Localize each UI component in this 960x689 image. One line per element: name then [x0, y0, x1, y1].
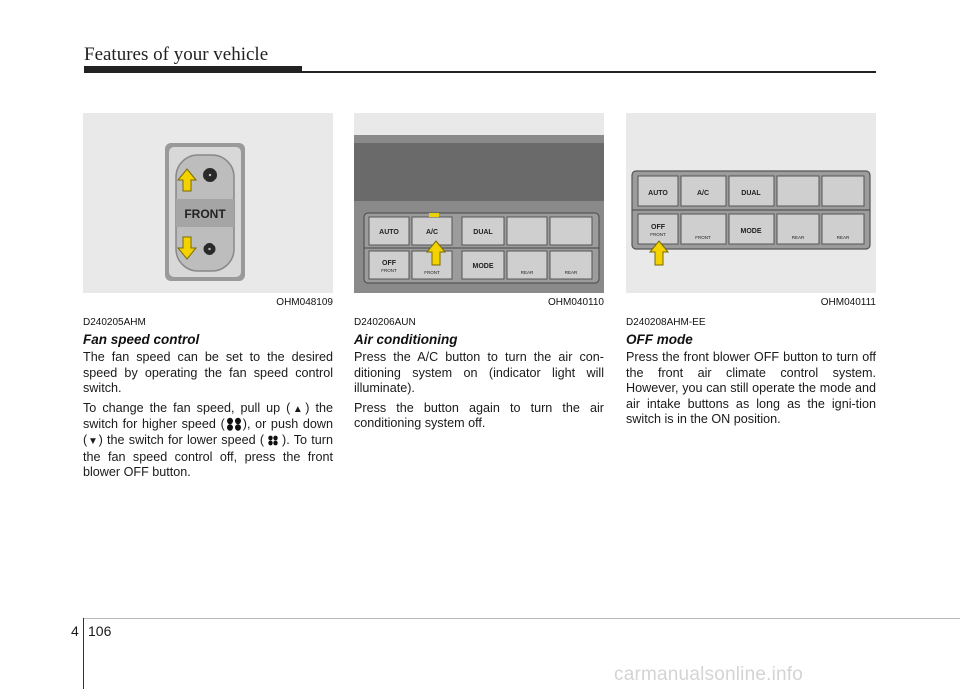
section-body: Press the front blower OFF button to turn off the front air climate control system. However, you can still operate the mode and air intake buttons as long as the igni-tion switch is in the ON position.	[626, 350, 876, 427]
rear-fan-sub: REAR	[836, 235, 850, 240]
up-triangle-icon: ▲	[290, 403, 306, 415]
section-air-conditioning	[354, 113, 604, 431]
section-body: The fan speed can be set to the desired speed by operating the fan speed control switch. To change the fan speed, pull up (▲) the switch for higher speed ( ), or push down (▼) the switch for lower speed ( ). To turn the fan speed control off, press the front blower OFF button.	[83, 350, 333, 480]
rear-defrost-sub: REAR	[520, 270, 534, 275]
dual-label: DUAL	[473, 229, 493, 236]
section-fan-speed	[83, 113, 333, 480]
fan-high-icon	[225, 417, 243, 431]
footer-divider	[83, 618, 84, 689]
section-body: Press the A/C button to turn the air con-ditioning system on (indicator light will illuminate). Press the button again to turn the air conditioning system off.	[354, 350, 604, 431]
section-title: Air conditioning	[354, 332, 458, 347]
section-code: D240205AHM	[83, 317, 146, 328]
section-title: Fan speed control	[83, 332, 200, 347]
defrost-front-sub: FRONT	[695, 235, 711, 240]
section-code: D240208AHM-EE	[626, 317, 706, 328]
watermark: carmanualsonline.info	[614, 664, 804, 685]
auto-label: AUTO	[379, 229, 399, 236]
ac-label: A/C	[696, 190, 710, 197]
header-rule	[84, 71, 876, 73]
switch-front-label: FRONT	[184, 207, 226, 221]
dual-label: DUAL	[741, 190, 761, 197]
ac-label: A/C	[425, 229, 439, 236]
section-title: OFF mode	[626, 332, 693, 347]
mode-label: MODE	[472, 263, 494, 270]
figure-fan-switch	[83, 113, 333, 293]
figure-off-panel	[626, 113, 876, 293]
section-code: D240206AUN	[354, 317, 416, 328]
chapter-number: 4	[71, 623, 79, 639]
defrost-front-sub: FRONT	[424, 270, 440, 275]
figure-ac-panel	[354, 113, 604, 293]
footer-rule	[84, 618, 960, 619]
figure-code: OHM040110	[548, 297, 604, 308]
page-number: 106	[88, 623, 112, 639]
figure-code: OHM040111	[820, 297, 876, 308]
off-label: OFF	[382, 260, 396, 267]
off-label: OFF	[651, 224, 665, 231]
fan-low-icon	[264, 433, 282, 447]
mode-label: MODE	[740, 228, 762, 235]
down-triangle-icon: ▼	[87, 435, 99, 447]
off-front-sub: FRONT	[381, 268, 397, 273]
figure-code: OHM048109	[276, 297, 333, 308]
auto-label: AUTO	[648, 190, 668, 197]
section-off-mode	[626, 113, 876, 427]
rear-fan-sub: REAR	[564, 270, 578, 275]
off-front-sub: FRONT	[650, 232, 666, 237]
rear-defrost-sub: REAR	[791, 235, 805, 240]
page-header-title: Features of your vehicle	[84, 44, 269, 65]
